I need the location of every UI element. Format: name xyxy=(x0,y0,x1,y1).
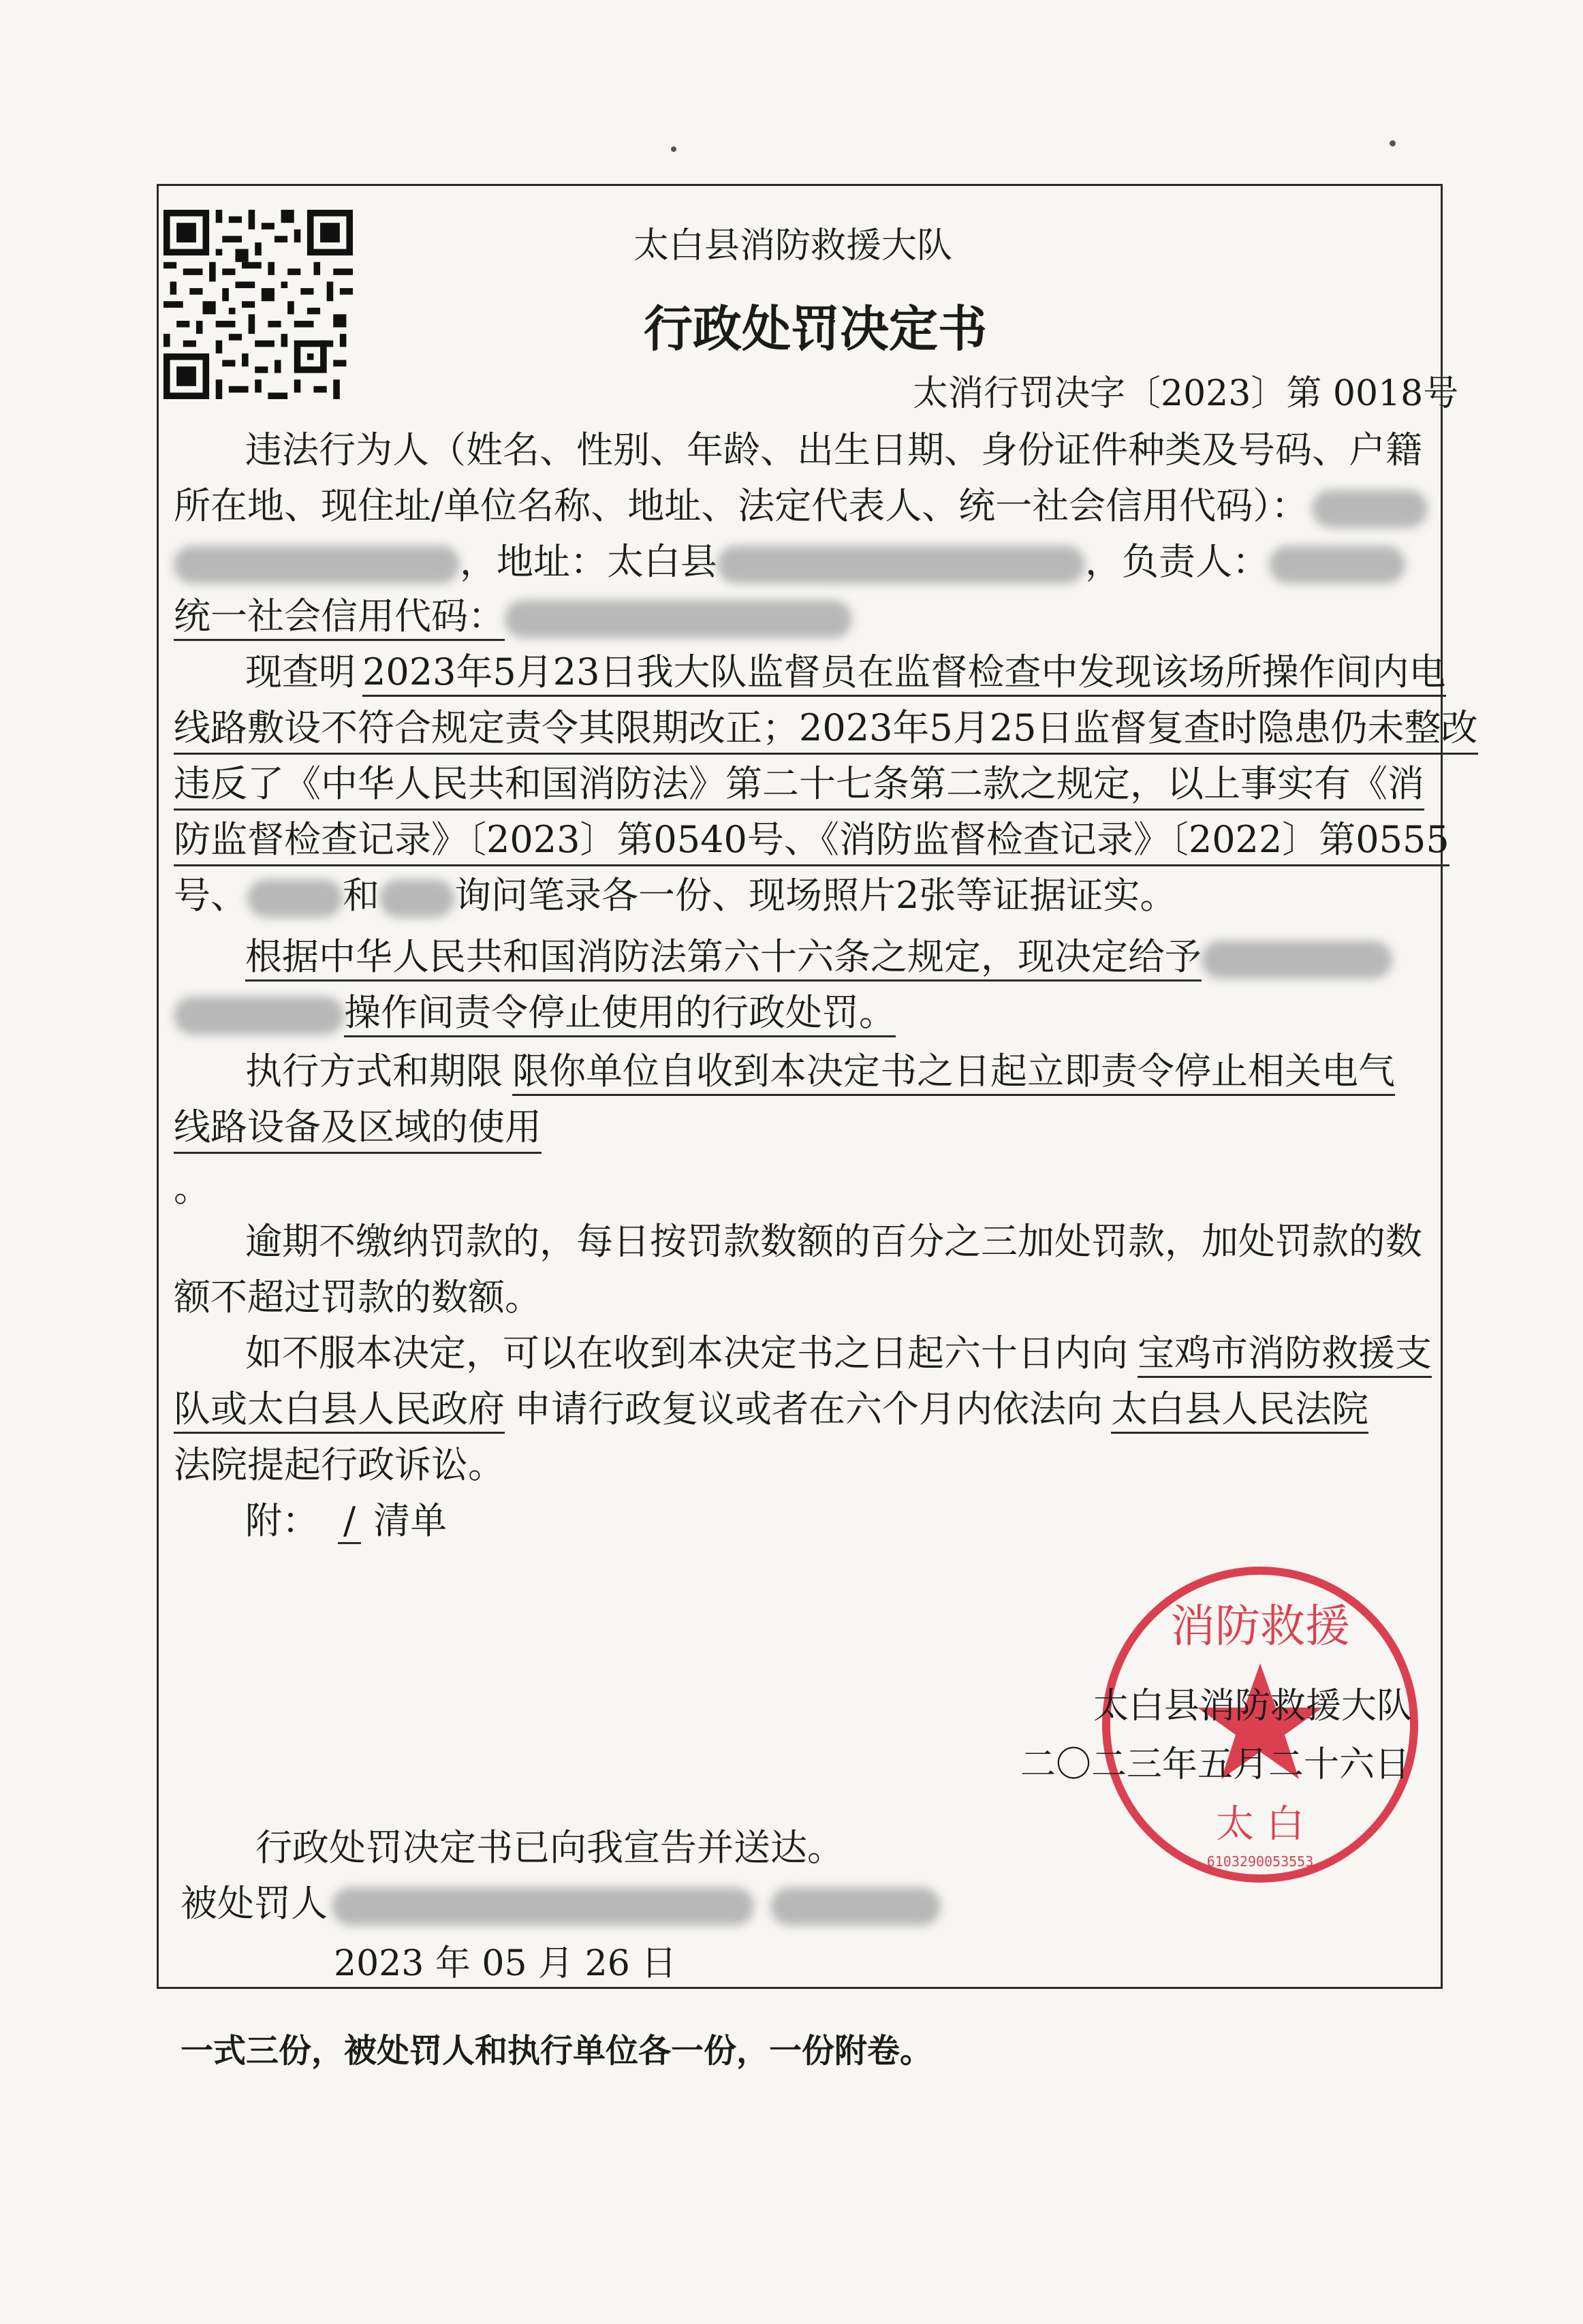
document-title: 行政处罚决定书 xyxy=(644,300,988,358)
attachment-line xyxy=(245,1492,447,1544)
facts-line-5-a: 号、 xyxy=(174,874,247,917)
redacted-decision-party xyxy=(1202,941,1392,979)
redacted-unit-name xyxy=(174,546,460,584)
redacted-receiver xyxy=(332,1887,754,1926)
party-line-1: 违法行为人（姓名、性别、年龄、出生日期、身份证件种类及号码、户籍 xyxy=(245,428,1422,471)
facts-line-5-b: 和 xyxy=(343,874,379,917)
decision-text-1: 根据中华人民共和国消防法第六十六条之规定，现决定给予 xyxy=(245,935,1202,982)
facts-line-2: 线路敷设不符合规定责令其限期改正；2023年5月25日监督复查时隐患仍未整改 xyxy=(174,699,1478,755)
redacted-person-2 xyxy=(379,879,454,917)
party-line-2-text: 所在地、现住址/单位名称、地址、法定代表人、统一社会信用代码）： xyxy=(174,484,1308,527)
footer-note: 一式三份，被处罚人和执行单位各一份，一份附卷。 xyxy=(181,2032,933,2070)
facts-line-3: 违反了《中华人民共和国消防法》第二十七条第二款之规定，以上事实有《消 xyxy=(174,755,1424,811)
appeal-court: 太白县人民法院 xyxy=(1111,1387,1368,1434)
party-manager-label: ，负责人： xyxy=(1085,540,1269,583)
overdue-line-1: 逾期不缴纳罚款的，每日按罚款数额的百分之三加处罚款，加处罚款的数 xyxy=(245,1220,1422,1263)
execution-line-1 xyxy=(245,1042,1395,1095)
appeal-line-3: 法院提起行政诉讼。 xyxy=(174,1443,505,1486)
execution-lead: 执行方式和期限 xyxy=(245,1050,503,1093)
seal-bottom-text: 太 白 xyxy=(1216,1802,1304,1847)
receipt-line: 行政处罚决定书已向我宣告并送达。 xyxy=(255,1826,844,1869)
redacted-name xyxy=(1312,490,1428,528)
decision-text-2: 操作间责令停止使用的行政处罚。 xyxy=(344,991,896,1037)
seal-code: 6103290053553 xyxy=(1206,1853,1314,1870)
receipt-label: 被处罚人 xyxy=(181,1882,328,1925)
speck xyxy=(671,146,676,152)
facts-text-1: 2023年5月23日我大队监督员在监督检查中发现该场所操作间内电 xyxy=(362,650,1446,697)
speck xyxy=(1390,140,1396,146)
signature-date: 二〇二三年五月二十六日 xyxy=(1020,1744,1411,1785)
decision-line-2 xyxy=(174,984,896,1036)
appeal-line-2 xyxy=(174,1380,1368,1432)
party-line-2 xyxy=(174,477,1428,529)
appeal-agency-1: 宝鸡市消防救援支 xyxy=(1138,1332,1432,1378)
document-number: 太消行罚决字〔2023〕第 0018号 xyxy=(913,373,1459,414)
execution-period: 。 xyxy=(174,1167,210,1210)
redacted-decision-party-2 xyxy=(174,996,344,1035)
receipt-date: 2023 年 05 月 26 日 xyxy=(334,1943,677,1984)
decision-line-1 xyxy=(245,928,1392,980)
execution-line-2: 线路设备及区域的使用 xyxy=(174,1098,542,1154)
appeal-text-1a: 如不服本决定，可以在收到本决定书之日起六十日内向 xyxy=(245,1332,1128,1375)
credit-code-label: 统一社会信用代码： xyxy=(174,595,505,641)
party-address-label: ，地址：太白县 xyxy=(460,540,717,583)
appeal-line-1 xyxy=(245,1324,1432,1377)
signature-unit: 太白县消防救援大队 xyxy=(1093,1686,1413,1727)
redacted-receiver-2 xyxy=(770,1887,941,1926)
redacted-person-1 xyxy=(247,879,343,917)
facts-line-5-c: 询问笔录各一份、现场照片2张等证据证实。 xyxy=(454,874,1177,917)
attachment-mark: / xyxy=(338,1499,361,1544)
redacted-credit-code xyxy=(505,600,852,638)
redacted-address xyxy=(717,546,1085,584)
agency-name: 太白县消防救援大队 xyxy=(633,225,953,266)
facts-line-1 xyxy=(245,643,1446,695)
receipt-party-line xyxy=(181,1874,941,1927)
qr-code-icon xyxy=(163,210,353,399)
party-line-3 xyxy=(174,533,1405,585)
party-line-4 xyxy=(174,587,852,640)
facts-line-4: 防监督检查记录》〔2023〕第0540号、《消防监督检查记录》〔2022〕第0555 xyxy=(174,811,1449,866)
attachment-item: 清单 xyxy=(373,1499,448,1542)
attachment-label: 附： xyxy=(245,1499,319,1542)
overdue-line-2: 额不超过罚款的数额。 xyxy=(174,1276,542,1319)
appeal-text-2b: 申请行政复议或者在六个月内依法向 xyxy=(514,1387,1103,1430)
redacted-manager xyxy=(1269,546,1405,584)
execution-text-1: 限你单位自收到本决定书之日起立即责令停止相关电气 xyxy=(512,1050,1395,1096)
seal-arc-text: 消防救援 xyxy=(1170,1600,1350,1652)
facts-lead: 现查明 xyxy=(245,650,356,693)
facts-line-5 xyxy=(174,866,1176,919)
appeal-agency-2: 队或太白县人民政府 xyxy=(174,1387,505,1434)
